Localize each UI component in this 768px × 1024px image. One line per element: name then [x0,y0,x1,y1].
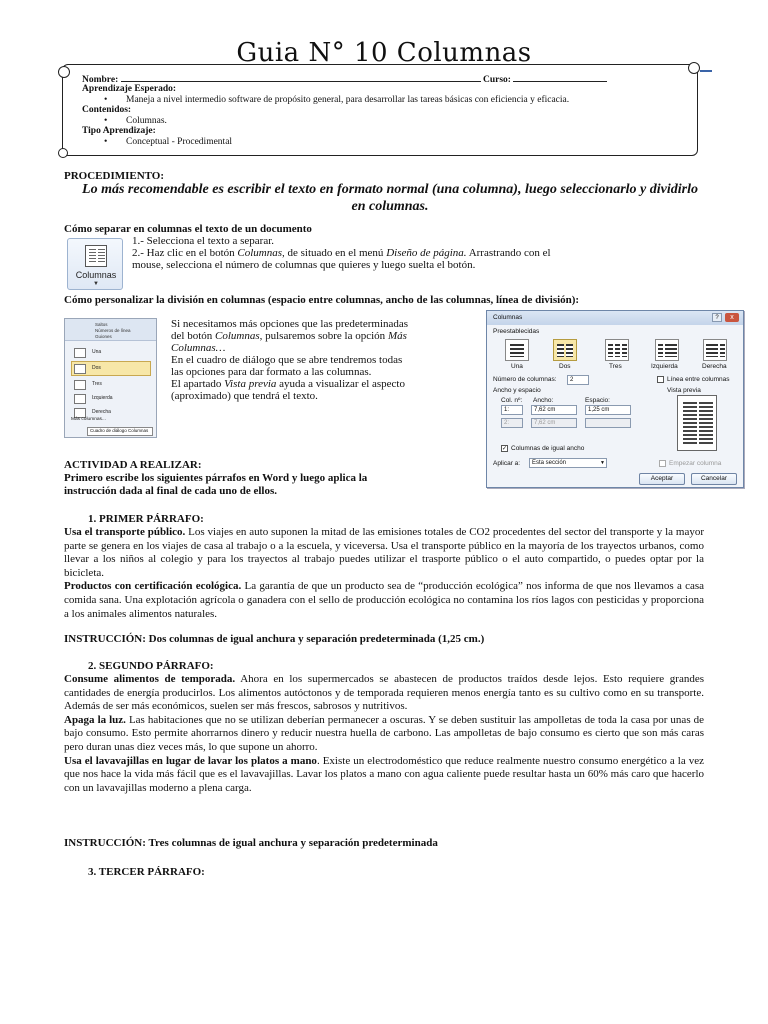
scroll-curl-right [688,62,700,74]
contenidos-label: Contenidos: [82,105,132,115]
columns-icon [85,245,107,267]
preset-una-label: Una [511,363,523,370]
chevron-down-icon: ▼ [93,281,99,287]
menu-more-columns: Más columnas... [71,417,106,422]
p1-heading: 1. PRIMER PÁRRAFO: [88,513,204,525]
apply-select: Esta sección ▼ [529,458,607,468]
actividad-label: ACTIVIDAD A REALIZAR: [64,459,202,471]
new-column-label: Empezar columna [669,460,722,467]
equal-width-label: Columnas de igual ancho [511,445,585,452]
new-column-checkbox [659,460,666,467]
personalizar-heading: Cómo personalizar la división en columnas (espacio entre columnas, ancho de las columnas, línea de división): [64,294,580,306]
preset-dos-label: Dos [559,363,571,370]
num-cols-label: Número de columnas: [493,376,557,383]
preset-derecha-label: Derecha [702,363,727,370]
row1-col: 1: [501,405,523,415]
personalizar-line7: (aproximado) que tendrá el texto. [171,390,318,402]
preset-dos [553,339,577,361]
curso-label: Curso: [482,75,511,85]
width-spacing-label: Ancho y espacio [493,387,541,394]
preset-izquierda [655,339,679,361]
equal-width-checkbox: ✓ [502,446,508,452]
menu-item-tres: Tres [71,377,151,392]
nombre-blank [121,73,481,82]
menu-ribbon: Saltos Números de línea Guiones [65,319,157,341]
columnas-dialog-screenshot [486,310,744,488]
p2-heading: 2. SEGUNDO PÁRRAFO: [88,660,214,672]
tipo-item: • Conceptual - Procedimental [126,137,232,148]
ok-button: Aceptar [639,473,685,485]
apply-label: Aplicar a: [493,460,521,467]
personalizar-line2: del botón Columnas, pulsaremos sobre la opción Más [171,330,407,342]
espacio-header: Espacio: [585,397,610,404]
chevron-down-icon: ▼ [600,460,605,466]
personalizar-line6: El apartado Vista previa ayuda a visualizar el aspecto [171,378,405,390]
preset-derecha [703,339,727,361]
menu-item-una: Una [71,345,151,360]
procedimiento-label: PROCEDIMIENTO: [64,170,165,182]
close-icon: x [725,313,739,322]
row1-ancho: 7,62 cm [531,405,577,415]
p1-body: Usa el transporte público. Los viajes en auto suponen la mitad de las emisiones totales de CO2 procedentes del sector del transporte y la mayor parte se genera en los viajes de casa al trabajo o a la escuela, y viceversa. Usa el transporte público en la mayoría de los trayectos urbanos, como llevar a los niños al colegio y para los trayectos al trabajo puedes utilizar el trasporte público o el auto compartido, o puedes optar por la bicicleta. Productos con certificación ecológica. La garantía de que un producto sea de “producción ecológica” nos informa de que nos llevamos a casa comida sana. Una explotación agrícola o ganadera con el sello de producción ecológica no contamina los ríos lagos con pesticidas y proporciona a los animales alimentos naturales. [64,526,704,620]
columnas-button-image [67,238,123,290]
preset-una [505,339,529,361]
page-title: Guia N° 10 Columnas [236,38,532,68]
actividad-line1: Primero escribe los siguientes párrafos en Word y luego aplica la [64,472,368,484]
personalizar-line3: Columnas… [171,342,226,354]
menu-item-izquierda: Izquierda [71,391,151,406]
preview-label: Vista previa [667,387,701,394]
actividad-line2: instrucción dada al final de cada uno de ellos. [64,485,278,497]
menu-item-derecha: Derecha [71,405,151,420]
contenidos-item: • Columnas. [126,116,167,127]
personalizar-line1: Si necesitamos más opciones que las predeterminadas [171,318,409,330]
curso-blank [513,73,607,82]
num-cols-input: 2 [567,375,589,385]
preset-izquierda-label: Izquierda [651,363,678,370]
preset-tres-label: Tres [609,363,622,370]
row1-espacio: 1,25 cm [585,405,631,415]
tipo-label: Tipo Aprendizaje: [82,126,156,136]
preset-tres [605,339,629,361]
aprendizaje-label: Aprendizaje Esperado: [82,84,177,94]
p2-instruction: INSTRUCCIÓN: Tres columnas de igual anchura y separación predeterminada [64,837,438,849]
row2-ancho: 7,62 cm [531,418,577,428]
p3-heading: 3. TERCER PÁRRAFO: [88,866,205,878]
aprendizaje-item: • Maneja a nivel intermedio software de propósito general, para desarrollar las tareas básicas con eficiencia y eficacia. [126,95,569,106]
separar-step2-cont: mouse, selecciona el número de columnas que quieres y luego suelta el botón. [132,259,476,271]
help-icon: ? [712,313,722,322]
line-between-label: Línea entre columnas [667,376,730,383]
columnas-button-label: Columnas [75,270,117,280]
personalizar-line5: las opciones para dar formato a las columnas. [171,366,372,378]
p1-instruction: INSTRUCCIÓN: Dos columnas de igual anchura y separación predeterminada (1,25 cm.) [64,633,485,645]
separar-step1: 1.- Selecciona el texto a separar. [132,235,275,247]
preview-box [677,395,717,451]
row2-col: 2: [501,418,523,428]
ancho-header: Ancho: [533,397,554,404]
scroll-curl-bottom [58,148,68,158]
cancel-button: Cancelar [691,473,737,485]
nombre-label: Nombre: [82,75,119,85]
columnas-menu-screenshot [64,318,157,438]
line-between-checkbox [657,376,664,383]
col-header: Col. nº: [501,397,523,404]
row2-espacio [585,418,631,428]
dialog-titlebar [487,311,743,325]
procedimiento-lead: Lo más recomendable es escribir el texto en formato normal (una columna), luego seleccionarlo y dividirlo en columnas. [82,182,698,214]
menu-item-dos: Dos [71,361,151,376]
separar-heading: Cómo separar en columnas el texto de un documento [64,223,312,235]
personalizar-line4: En el cuadro de diálogo que se abre tendremos todas [171,354,403,366]
p2-body: Consume alimentos de temporada. Ahora en los supermercados se abastecen de productos traídos desde lejos. Esto requiere grandes cantidades de energía producirlos. Los alimentos autóctonos y de temporada requieren menos energía tanto es su cultivo como en su transporte. Además de ser más económicos, suelen ser más frescos, sabrosos y nutritivos. Apaga la luz. Las habitaciones que no se utilizan deberían permanecer a oscuras. Y se deben sustituir las ampolletas de toda la casa por unas de bajo consumo. Esto permite ahorrarnos dinero y reducir nuestra huella de carbono. Las ampolletas de bajo consumo es cierto que son más caras pero duran unas diez veces más, lo que supone un ahorro. Usa el lavavajillas en lugar de lavar los platos a mano. Existe un electrodoméstico que reduce realmente nuestro consumo energético a la vez que nos hace la vida más fácil que es el lavavajillas. Lavar los platos a mano con agua caliente puede resultar hasta un 60% más caro que hacerlo con un lavavajillas moderno a plena carga. [64,673,704,794]
scroll-curl-left [58,66,70,78]
presets-label: Preestablecidas [493,328,540,335]
separar-step2: 2.- Haz clic en el botón Columnas, de situado en el menú Diseño de página. Arrastrando con el [132,247,551,259]
scroll-tail [700,70,712,72]
menu-tooltip: Cuadro de diálogo Columnas [87,427,153,436]
dialog-title: Columnas [493,314,523,321]
